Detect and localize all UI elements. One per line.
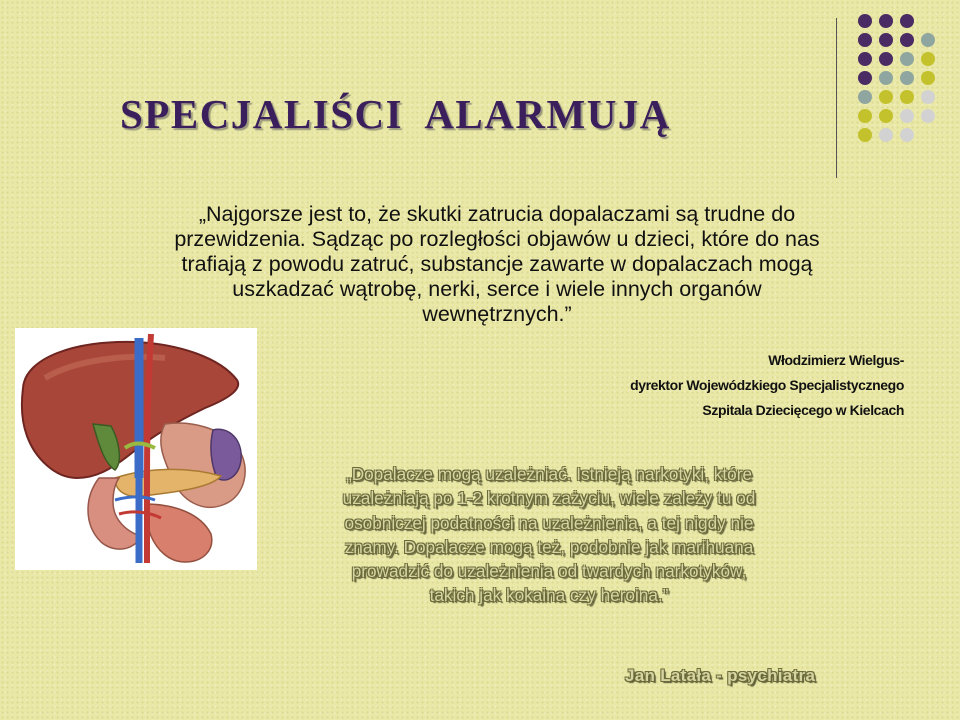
dot-icon bbox=[879, 71, 893, 85]
dot-icon bbox=[879, 52, 893, 66]
dot-icon bbox=[900, 71, 914, 85]
quote-primary bbox=[82, 202, 912, 327]
attribution-line: Szpitala Dziecięcego w Kielcach bbox=[702, 402, 904, 418]
dot-icon bbox=[900, 109, 914, 123]
decorative-divider-line bbox=[836, 18, 837, 178]
dot-icon bbox=[900, 52, 914, 66]
quote-line: trafiają z powodu zatruć, substancje zawarte w dopalaczach mogą bbox=[181, 252, 813, 276]
quote-line: prowadzić do uzależnienia od twardych narkotyków, bbox=[351, 561, 747, 582]
quote-line: uszkadzać wątrobę, nerki, serce i wiele innych organów bbox=[232, 277, 762, 301]
dot-icon bbox=[879, 128, 893, 142]
quote-line: „Dopalacze mogą uzależniać. Istnieją narkotyki, które bbox=[345, 464, 752, 484]
quote-line: osobniczej podatności na uzależnienia, a tej nigdy nie bbox=[344, 512, 754, 533]
quote-secondary bbox=[258, 462, 840, 608]
dot-icon bbox=[921, 90, 935, 104]
dot-icon bbox=[858, 109, 872, 123]
dot-icon bbox=[858, 14, 872, 28]
quote-line: przewidzenia. Sądząc po rozległości objawów u dzieci, które do nas bbox=[174, 227, 820, 251]
quote-secondary-attribution: Jan Latała - psychiatra bbox=[625, 666, 816, 685]
dot-icon bbox=[921, 71, 935, 85]
dot-icon bbox=[900, 128, 914, 142]
dot-icon bbox=[900, 14, 914, 28]
quote-line: znamy. Dopalacze mogą też, podobnie jak marihuana bbox=[344, 536, 754, 557]
decorative-dot-grid bbox=[858, 14, 954, 154]
quote-line: uzależniają po 1-2 krotnym zażyciu, wiele zależy tu od bbox=[342, 488, 756, 509]
dot-icon bbox=[858, 71, 872, 85]
dot-icon bbox=[858, 90, 872, 104]
dot-icon bbox=[858, 128, 872, 142]
quote-line: wewnętrznych.” bbox=[422, 302, 572, 326]
quote-primary-attribution bbox=[630, 348, 904, 423]
dot-icon bbox=[921, 52, 935, 66]
dot-icon bbox=[921, 33, 935, 47]
dot-icon bbox=[879, 109, 893, 123]
liver-anatomy-icon bbox=[15, 328, 257, 570]
dot-icon bbox=[858, 52, 872, 66]
attribution-line: Włodzimierz Wielgus- bbox=[768, 352, 904, 368]
liver-illustration bbox=[15, 328, 257, 570]
dot-icon bbox=[900, 90, 914, 104]
slide-title: SPECJALIŚCI ALARMUJĄ bbox=[120, 91, 671, 137]
dot-icon bbox=[900, 33, 914, 47]
quote-line: „Najgorsze jest to, że skutki zatrucia dopalaczami są trudne do bbox=[198, 202, 796, 226]
dot-icon bbox=[879, 14, 893, 28]
dot-icon bbox=[879, 33, 893, 47]
dot-icon bbox=[858, 33, 872, 47]
quote-line: takich jak kokaina czy heroina.” bbox=[429, 585, 669, 606]
dot-icon bbox=[879, 90, 893, 104]
dot-icon bbox=[921, 109, 935, 123]
attribution-line: dyrektor Wojewódzkiego Specjalistycznego bbox=[630, 377, 904, 393]
